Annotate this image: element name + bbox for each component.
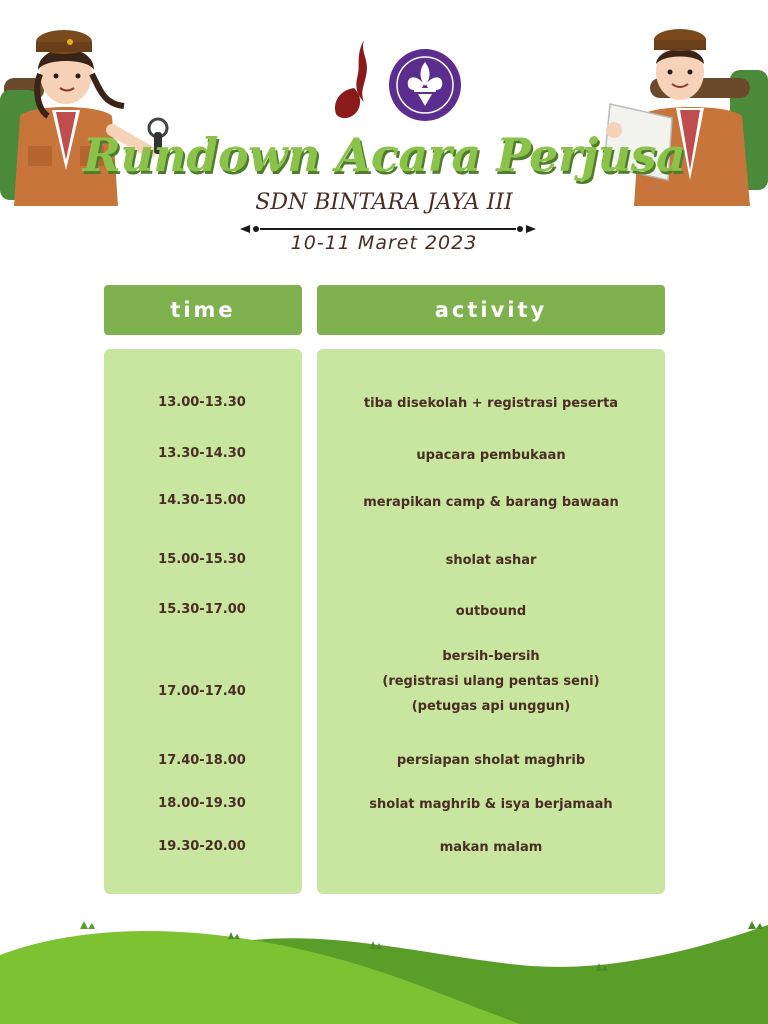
time-cell: 13.00-13.30 — [158, 395, 246, 410]
tunas-kelapa-logo-icon — [330, 38, 376, 122]
activity-cell-note: (petugas api unggun) — [411, 699, 571, 714]
activity-cell: outbound — [455, 604, 527, 619]
time-cell: 13.30-14.30 — [158, 446, 246, 461]
school-name: SDN BINTARA JAYA III — [255, 190, 513, 215]
time-cell: 19.30-20.00 — [158, 839, 246, 854]
time-cell: 15.30-17.00 — [158, 602, 246, 617]
activity-cell: upacara pembukaan — [416, 448, 566, 463]
column-header-time: time — [104, 285, 302, 335]
activity-cell-note: (registrasi ulang pentas seni) — [382, 674, 600, 689]
time-cell: 14.30-15.00 — [158, 493, 246, 508]
time-cell: 17.00-17.40 — [158, 684, 246, 699]
activity-cell: merapikan camp & barang bawaan — [363, 495, 619, 510]
activity-cell: tiba disekolah + registrasi peserta — [363, 396, 619, 411]
grass-hills-icon — [0, 915, 768, 1024]
activity-cell: sholat maghrib & isya berjamaah — [369, 797, 613, 812]
time-cell: 17.40-18.00 — [158, 753, 246, 768]
time-cell: 18.00-19.30 — [158, 796, 246, 811]
time-cell: 15.00-15.30 — [158, 552, 246, 567]
wosm-logo-icon — [388, 48, 462, 122]
activity-cell: makan malam — [439, 840, 543, 855]
activity-cell: sholat ashar — [445, 553, 537, 568]
activity-cell: bersih-bersih — [442, 649, 540, 664]
column-header-activity: activity — [317, 285, 665, 335]
page-title: Rundown Acara Perjusa — [82, 128, 686, 182]
event-date: 10-11 Maret 2023 — [290, 232, 478, 254]
activity-cell: persiapan sholat maghrib — [396, 753, 586, 768]
